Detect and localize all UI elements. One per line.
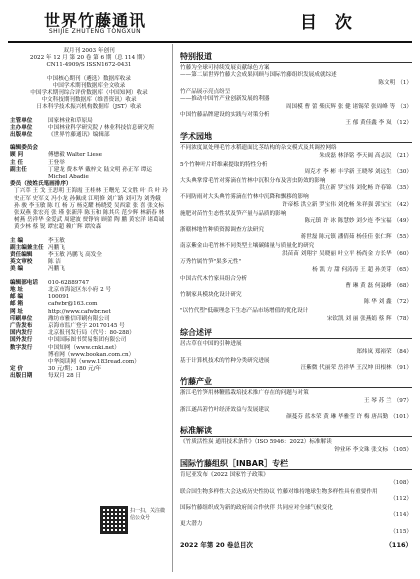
article-authors: 洪苗苗 刘翔宇 吴晓丽 叶立平 杨尚金 方长华 bbox=[282, 250, 392, 257]
info-row bbox=[10, 352, 168, 359]
article-page-number: 105 bbox=[395, 446, 407, 453]
article-authors: 周克才 李 彬 丰学新 王晓琴 刘远生 bbox=[304, 168, 392, 175]
info-value: 博看网（www.bookan.com.cn） bbox=[48, 351, 135, 358]
info-key: 邮 箱 bbox=[10, 301, 24, 308]
header-rule bbox=[8, 41, 412, 43]
article-authors: 钟业环 李文珠 张文标 bbox=[334, 446, 389, 453]
toc-entry[interactable] bbox=[180, 292, 412, 307]
article-subtitle: ——第二届世界竹藤大会成果回顾与国际竹藤组织发展成就综述 bbox=[180, 72, 337, 79]
article-meta bbox=[180, 398, 412, 405]
article-page: （68） bbox=[393, 283, 412, 290]
article-meta bbox=[180, 529, 412, 536]
article-page-number: 72 bbox=[399, 299, 407, 306]
toc-entry[interactable] bbox=[180, 407, 412, 422]
article-title: 南京紫金山毛竹林不同类型土壤碳储量与质量化的研究 bbox=[180, 243, 315, 250]
issue-info bbox=[10, 48, 168, 70]
management-info bbox=[10, 118, 168, 140]
info-key: 网 址 bbox=[10, 308, 24, 315]
publication-info bbox=[10, 280, 168, 381]
toc-title: 目 次 bbox=[300, 13, 358, 33]
info-row bbox=[10, 337, 168, 344]
toc-entry[interactable] bbox=[180, 194, 412, 209]
toc-entry[interactable] bbox=[180, 472, 412, 487]
article-page-number: 112 bbox=[395, 495, 407, 502]
article-page: （60） bbox=[393, 250, 412, 257]
article-title: 联合国生物多样性大会达成历史性协议 竹藤对维持地球生物多样性具有重要作用 bbox=[180, 488, 378, 495]
article-authors: 朱成磊 林泽铭 李天阔 高志民 bbox=[319, 152, 392, 159]
toc-entry[interactable] bbox=[180, 505, 412, 520]
article-meta bbox=[180, 218, 412, 225]
article-authors: 周国模 曹 蕾 柴庆辉 张 健 诸锡荣 张周峰 等 bbox=[285, 103, 396, 110]
article-page-number: 42 bbox=[399, 201, 407, 208]
article-meta bbox=[180, 120, 412, 127]
info-key: 副主任 bbox=[10, 166, 27, 173]
indexing-list bbox=[10, 76, 168, 112]
info-value: 中国知网（www.cnki.net） bbox=[48, 344, 120, 351]
staff-info bbox=[10, 238, 168, 274]
article-title: 更大潜力 bbox=[180, 521, 203, 528]
article-title: 基于计算机技术的竹种分类研究进展 bbox=[180, 357, 270, 364]
info-key: 编辑部电话 bbox=[10, 279, 38, 286]
info-key: 数字发行 bbox=[10, 344, 33, 351]
article-page-number: 1 bbox=[402, 79, 407, 86]
article-title: 不同防雨对大头典竹雾滴在竹林中沉降和飘移的影响 bbox=[180, 194, 309, 201]
info-value: 中华阅读网（www.183read.com） bbox=[48, 358, 140, 365]
info-value: cafwbr@163.com bbox=[48, 301, 98, 308]
issue-line: CN11-4909/S ISSN1672-0431 bbox=[46, 62, 132, 69]
article-meta bbox=[180, 349, 412, 356]
article-meta bbox=[180, 365, 412, 372]
info-value: 30 元/期；180 元/年 bbox=[48, 366, 102, 373]
info-value: 京海市监广登字 20170145 号 bbox=[48, 322, 125, 329]
info-key: 定 价 bbox=[10, 366, 24, 373]
info-key: 英文审校 bbox=[10, 259, 33, 266]
article-page: （78） bbox=[393, 315, 412, 322]
members-label: 委员（按姓氏笔画排序） bbox=[10, 181, 72, 188]
article-meta bbox=[180, 283, 412, 290]
article-page-number: 12 bbox=[399, 119, 407, 126]
info-value: 王登举 bbox=[48, 159, 65, 166]
info-row bbox=[10, 252, 168, 259]
info-key: 邮 编 bbox=[10, 294, 24, 301]
info-key: 广告发布 bbox=[10, 322, 33, 329]
article-authors: 郑炜岚 郑裕荣 bbox=[356, 348, 392, 355]
toc-entry[interactable] bbox=[180, 259, 412, 274]
indexing-line: 中国核心期刊（遴选）数据库收录 bbox=[47, 75, 131, 82]
info-value: 李玉敏 bbox=[48, 237, 65, 244]
article-title: 国际竹藤组织成为新的政府间合作伙伴 共同应对全球气候变化 bbox=[180, 504, 333, 511]
article-page-number: 30 bbox=[399, 168, 407, 175]
toc-entry[interactable] bbox=[180, 211, 412, 226]
article-meta bbox=[180, 185, 412, 192]
article-authors: 陈 华 刘 鑫 bbox=[363, 299, 392, 306]
article-page-number: 55 bbox=[399, 234, 407, 241]
qr-caption: 扫一扫，关注微信公众号 bbox=[130, 508, 166, 521]
qr-code-icon bbox=[100, 506, 128, 534]
article-meta bbox=[180, 251, 412, 258]
article-meta bbox=[180, 80, 412, 87]
section-rule bbox=[180, 436, 412, 437]
article-page-number: 3 bbox=[402, 103, 407, 110]
masthead-column bbox=[10, 48, 168, 387]
info-key: 国外发行 bbox=[10, 337, 33, 344]
article-page-number: 68 bbox=[399, 283, 407, 290]
info-row bbox=[10, 245, 168, 252]
article-title: 大头典掌常毛竹对雾滴在竹林中沉积分布及害虫防效的影响 bbox=[180, 177, 326, 184]
section-rule bbox=[180, 469, 412, 470]
article-page-number: 60 bbox=[399, 250, 407, 257]
info-row bbox=[10, 316, 168, 323]
article-authors: 曹 琳 黄 磊 何聂峰 bbox=[345, 283, 392, 290]
annual-index-page: （116） bbox=[385, 541, 412, 549]
toc-entry[interactable] bbox=[180, 489, 412, 504]
article-title: 浙江遂昌箬竹叶经济效益与发展建议 bbox=[180, 406, 270, 413]
article-authors: 颜蔓芬 蓝本荣 黄 琳 毕雅莹 许 梅 唐昌勤 bbox=[286, 414, 389, 421]
toc-entry[interactable] bbox=[180, 439, 412, 454]
info-value: 中国国际图书贸易集团有限公司 bbox=[48, 337, 127, 344]
info-value: 每双月 28 日 bbox=[48, 373, 82, 380]
info-value: 国家林业和草原局 bbox=[48, 117, 93, 124]
info-row bbox=[10, 160, 168, 167]
info-row bbox=[10, 373, 168, 380]
article-page: （21） bbox=[393, 152, 412, 159]
indexing-line: 中文科技期刊数据库（维普资讯）收录 bbox=[41, 97, 137, 104]
info-row bbox=[10, 132, 168, 139]
section-rule bbox=[180, 142, 412, 143]
editorial-board bbox=[10, 145, 168, 231]
info-key: 出版日期 bbox=[10, 373, 33, 380]
info-row bbox=[10, 238, 168, 245]
article-page-number: 91 bbox=[399, 364, 407, 371]
article-page: （30） bbox=[393, 168, 412, 175]
article-authors: 陈元镇 许 冰 陈慧妙 刘少连 李宝福 bbox=[304, 217, 392, 224]
info-row bbox=[10, 301, 168, 308]
article-meta bbox=[180, 512, 412, 519]
article-title: 万秀竹属竹笋"果多元性" bbox=[180, 259, 242, 266]
article-title: 中国古代木竹家具组合分析 bbox=[180, 275, 248, 282]
section-heading: 竹藤产业 bbox=[180, 377, 212, 387]
article-page-number: 21 bbox=[399, 152, 407, 159]
info-row bbox=[10, 280, 168, 287]
article-page: （108） bbox=[390, 479, 412, 486]
info-value: 中国林业科学研究院 / 林业科技信息研究所 bbox=[48, 124, 155, 131]
article-page-number: 78 bbox=[399, 315, 407, 322]
info-value: 《世界竹藤通讯》编辑部 bbox=[48, 132, 110, 139]
info-row bbox=[10, 125, 168, 132]
info-key: 出版单位 bbox=[10, 132, 33, 139]
article-meta bbox=[180, 299, 412, 306]
info-key: 主 编 bbox=[10, 237, 24, 244]
article-page: （91） bbox=[393, 364, 412, 371]
info-row bbox=[10, 366, 168, 373]
indexing-line: 中国学术期刊数据库全文收录 bbox=[52, 82, 126, 89]
article-meta bbox=[180, 480, 412, 487]
article-authors: 王 琴 苏 兰 bbox=[363, 397, 392, 404]
info-value: 100091 bbox=[48, 294, 70, 301]
board-members: 丁兴萃 王 戈 王思明 王海霞 王桂林 王曙光 艾文胜 叶 兵 叶 玲 史正军 史军义 冯小龙 孙佩成 江明修 刘广路 刘可为 刘秀娥 孙 骏 李玉敏 陈 红 杨 万 杨克耀 杨晓爱 吴西蒙 张 喜 张文标 张双燕 张宏亮 张 瑾 张新萍 陈玉和 陈其兵 范少辉 林新春 林树燕 岳祥华 金爱武 周建波 贾铮钧 顾蕾 陶 鹏 黄宏洋 诸葛诚 黄少林 蔡 锐 谭宏超 赖广辉 谭汝森 bbox=[14, 188, 168, 231]
article-page: （1） bbox=[397, 79, 412, 86]
info-row bbox=[10, 167, 168, 181]
article-title: 竹藤为全球可持续发展贡献绿色方案 bbox=[180, 65, 270, 71]
info-key: 印刷单位 bbox=[10, 315, 33, 322]
toc-entry[interactable] bbox=[180, 89, 412, 111]
toc-entry[interactable] bbox=[180, 178, 412, 193]
column-divider bbox=[172, 44, 173, 572]
info-key: 顾 问 bbox=[10, 152, 24, 159]
article-page-number: 101 bbox=[395, 414, 407, 421]
info-row bbox=[10, 287, 168, 294]
article-authors: 陈文明 bbox=[378, 79, 396, 86]
table-of-contents bbox=[180, 47, 412, 549]
article-meta bbox=[180, 234, 412, 241]
indexing-line: 中国学术期刊综合评价数据库（中国知网）收录 bbox=[30, 90, 148, 97]
article-page: （12） bbox=[393, 119, 412, 126]
article-meta bbox=[180, 496, 412, 503]
section-heading: 学术园地 bbox=[180, 132, 212, 142]
article-page: （97） bbox=[393, 397, 412, 404]
article-meta bbox=[180, 153, 412, 160]
article-authors: 王 郁 黄佳鑫 李 岚 bbox=[345, 119, 392, 126]
article-title: 《竹质活性炭 通用技术条件》（ISO 5946：2022）标准解读 bbox=[180, 439, 332, 446]
info-key: 责任编辑 bbox=[10, 252, 33, 259]
issue-line: 双月刊 2003 年创刊 bbox=[63, 48, 115, 54]
article-subtitle: ——推动中国竹产业创新发展的利器 bbox=[180, 96, 270, 103]
info-value: 陈 洁 bbox=[48, 259, 61, 266]
info-row bbox=[10, 118, 168, 125]
toc-entry[interactable] bbox=[180, 243, 412, 258]
article-page-number: 114 bbox=[395, 512, 407, 519]
toc-entry[interactable] bbox=[180, 358, 412, 373]
toc-entry[interactable] bbox=[180, 308, 412, 323]
info-value: 010-62889747 bbox=[48, 279, 90, 286]
article-page-number: 84 bbox=[399, 348, 407, 355]
article-page: （65） bbox=[393, 266, 412, 273]
info-key: 国内发行 bbox=[10, 330, 33, 337]
article-page: （42） bbox=[393, 201, 412, 208]
article-title: 浙赣林地竹种质资源调查方法研究 bbox=[180, 226, 264, 233]
info-value: 傅懋毅 Walter Liese bbox=[48, 152, 102, 159]
info-key: 地 址 bbox=[10, 286, 24, 293]
article-page: （84） bbox=[393, 348, 412, 355]
article-page: （35） bbox=[393, 185, 412, 192]
section-rule bbox=[180, 338, 412, 339]
article-page: （3） bbox=[397, 103, 412, 110]
article-page-number: 65 bbox=[399, 266, 407, 273]
article-title: 居古草在中国的引种进展 bbox=[180, 341, 242, 348]
article-meta bbox=[180, 202, 412, 209]
article-title: 竹制家具模块化设计研究 bbox=[180, 292, 242, 299]
article-page: （101） bbox=[390, 414, 412, 421]
article-page: （49） bbox=[393, 217, 412, 224]
article-page: （114） bbox=[390, 512, 412, 519]
info-value: 北京市海淀区东小府 2 号 bbox=[48, 286, 112, 293]
toc-entry[interactable] bbox=[180, 112, 412, 127]
annual-index-label: 2022 年第 20 卷总目次 bbox=[180, 541, 253, 549]
article-meta bbox=[180, 267, 412, 274]
article-authors: 洪立新 罗宝伟 刘化畅 许春锦 bbox=[319, 185, 392, 192]
magazine-title: 世界竹藤通讯 bbox=[43, 11, 146, 30]
info-row bbox=[10, 309, 168, 316]
article-meta bbox=[180, 447, 412, 454]
article-page-number: 97 bbox=[399, 397, 407, 404]
section-rule bbox=[180, 387, 412, 388]
info-value: 冯鹏飞 bbox=[48, 244, 65, 251]
article-authors: 宋钦凯 刘 丽 张燕娟 蔡 辉 bbox=[326, 315, 392, 322]
toc-entry[interactable] bbox=[180, 65, 412, 87]
article-page: （112） bbox=[390, 495, 412, 502]
article-page-number: 108 bbox=[395, 479, 407, 486]
article-page-number: 35 bbox=[399, 185, 407, 192]
board-title: 编辑委员会 bbox=[10, 145, 38, 152]
magazine-title-latin: SHIJIE ZHUTENG TONGXUN bbox=[48, 28, 142, 35]
info-key: 美 编 bbox=[10, 266, 24, 273]
toc-entry[interactable] bbox=[180, 145, 412, 160]
info-value: 潍坊市雅信印刷有限公司 bbox=[48, 315, 110, 322]
article-page: （72） bbox=[393, 299, 412, 306]
article-meta bbox=[180, 414, 412, 421]
info-key: 主管单位 bbox=[10, 117, 33, 124]
toc-entry[interactable] bbox=[180, 390, 412, 405]
info-value: 北京报刊发行局（代号：80-288） bbox=[48, 330, 135, 337]
article-page: （115） bbox=[390, 528, 412, 535]
info-key bbox=[10, 352, 44, 359]
article-title: 竹产品展示亮点纷呈 bbox=[180, 88, 231, 95]
annual-index-page-number: 116 bbox=[391, 541, 406, 549]
article-page-number: 49 bbox=[399, 217, 407, 224]
article-page: （105） bbox=[390, 446, 412, 453]
article-title: 浙江毛竹笋用林鞭篮栽培技术推广存在的问题与对策 bbox=[180, 390, 309, 397]
article-authors: 杨 凯 方 甜 何涛涛 王 超 孙美芽 bbox=[312, 266, 392, 273]
toc-entry[interactable] bbox=[180, 276, 412, 291]
info-key: 主办单位 bbox=[10, 124, 33, 131]
article-title: 中国竹藤品牌建设的实践与对策分析 bbox=[180, 112, 270, 119]
article-meta bbox=[180, 104, 412, 111]
toc-entry[interactable] bbox=[180, 341, 412, 356]
article-page-number: 115 bbox=[395, 528, 407, 535]
article-title: 5个竹种叶片纤维素提取的特性分析 bbox=[180, 161, 268, 168]
section-heading: 国际竹藤组织［INBAR］专栏 bbox=[180, 459, 289, 469]
info-value: 李玉敏 冯鹏飞 高发全 bbox=[48, 252, 102, 259]
article-title: 肯尼亚发布《2022 国家竹子政策》 bbox=[180, 472, 269, 479]
article-page: （55） bbox=[393, 234, 412, 241]
article-title: "以竹代塑"低碳理念下生态产品市场增值的优化设计 bbox=[180, 308, 309, 315]
section-heading: 综合述评 bbox=[180, 328, 212, 338]
info-key: 副主编兼主任 bbox=[10, 244, 44, 251]
section-heading: 特别报道 bbox=[180, 52, 212, 61]
article-authors: 许帝栎 洪立新 罗宝伟 刘化畅 朱祥强 郭宝宝 bbox=[282, 201, 392, 208]
article-authors: 汪紫微 代丽荣 岳祥华 王汉坤 田根林 bbox=[300, 364, 392, 371]
info-value: http://www.cafwbr.net bbox=[48, 308, 111, 315]
info-row bbox=[10, 345, 168, 352]
info-row bbox=[10, 266, 168, 273]
info-row bbox=[10, 152, 168, 159]
info-key: 主 任 bbox=[10, 159, 24, 166]
info-value: 冯鹏飞 bbox=[48, 266, 65, 273]
info-value: 丁建龙 费本华 戴梓文 陆文明 孙正军 谭运 Michel Abadie bbox=[48, 166, 152, 181]
info-row bbox=[10, 259, 168, 266]
annual-index-entry[interactable] bbox=[180, 542, 412, 549]
toc-entry[interactable] bbox=[180, 227, 412, 242]
section-heading: 标准解读 bbox=[180, 426, 212, 436]
article-meta bbox=[180, 316, 412, 323]
section-rule bbox=[180, 62, 412, 63]
toc-entry[interactable] bbox=[180, 162, 412, 177]
article-meta bbox=[180, 169, 412, 176]
toc-entry[interactable] bbox=[180, 521, 412, 536]
article-title: 不同浓度氮处理毛竹水稻遗面比茎结构的杂交模式及其调控网络 bbox=[180, 145, 337, 152]
article-title: 施肥对苗竹生态性状及笋产量与品质的影响 bbox=[180, 210, 287, 217]
article-authors: 蒋世磊 陈元镇 潘倩茹 杨佳佳 张仁辉 bbox=[300, 234, 392, 241]
indexing-line: 日本科学技术振兴机构数据库（JST）收录 bbox=[36, 104, 142, 111]
issue-line: 2022 年 12 月 第 20 卷 第 6 期（总 114 期） bbox=[29, 55, 149, 62]
